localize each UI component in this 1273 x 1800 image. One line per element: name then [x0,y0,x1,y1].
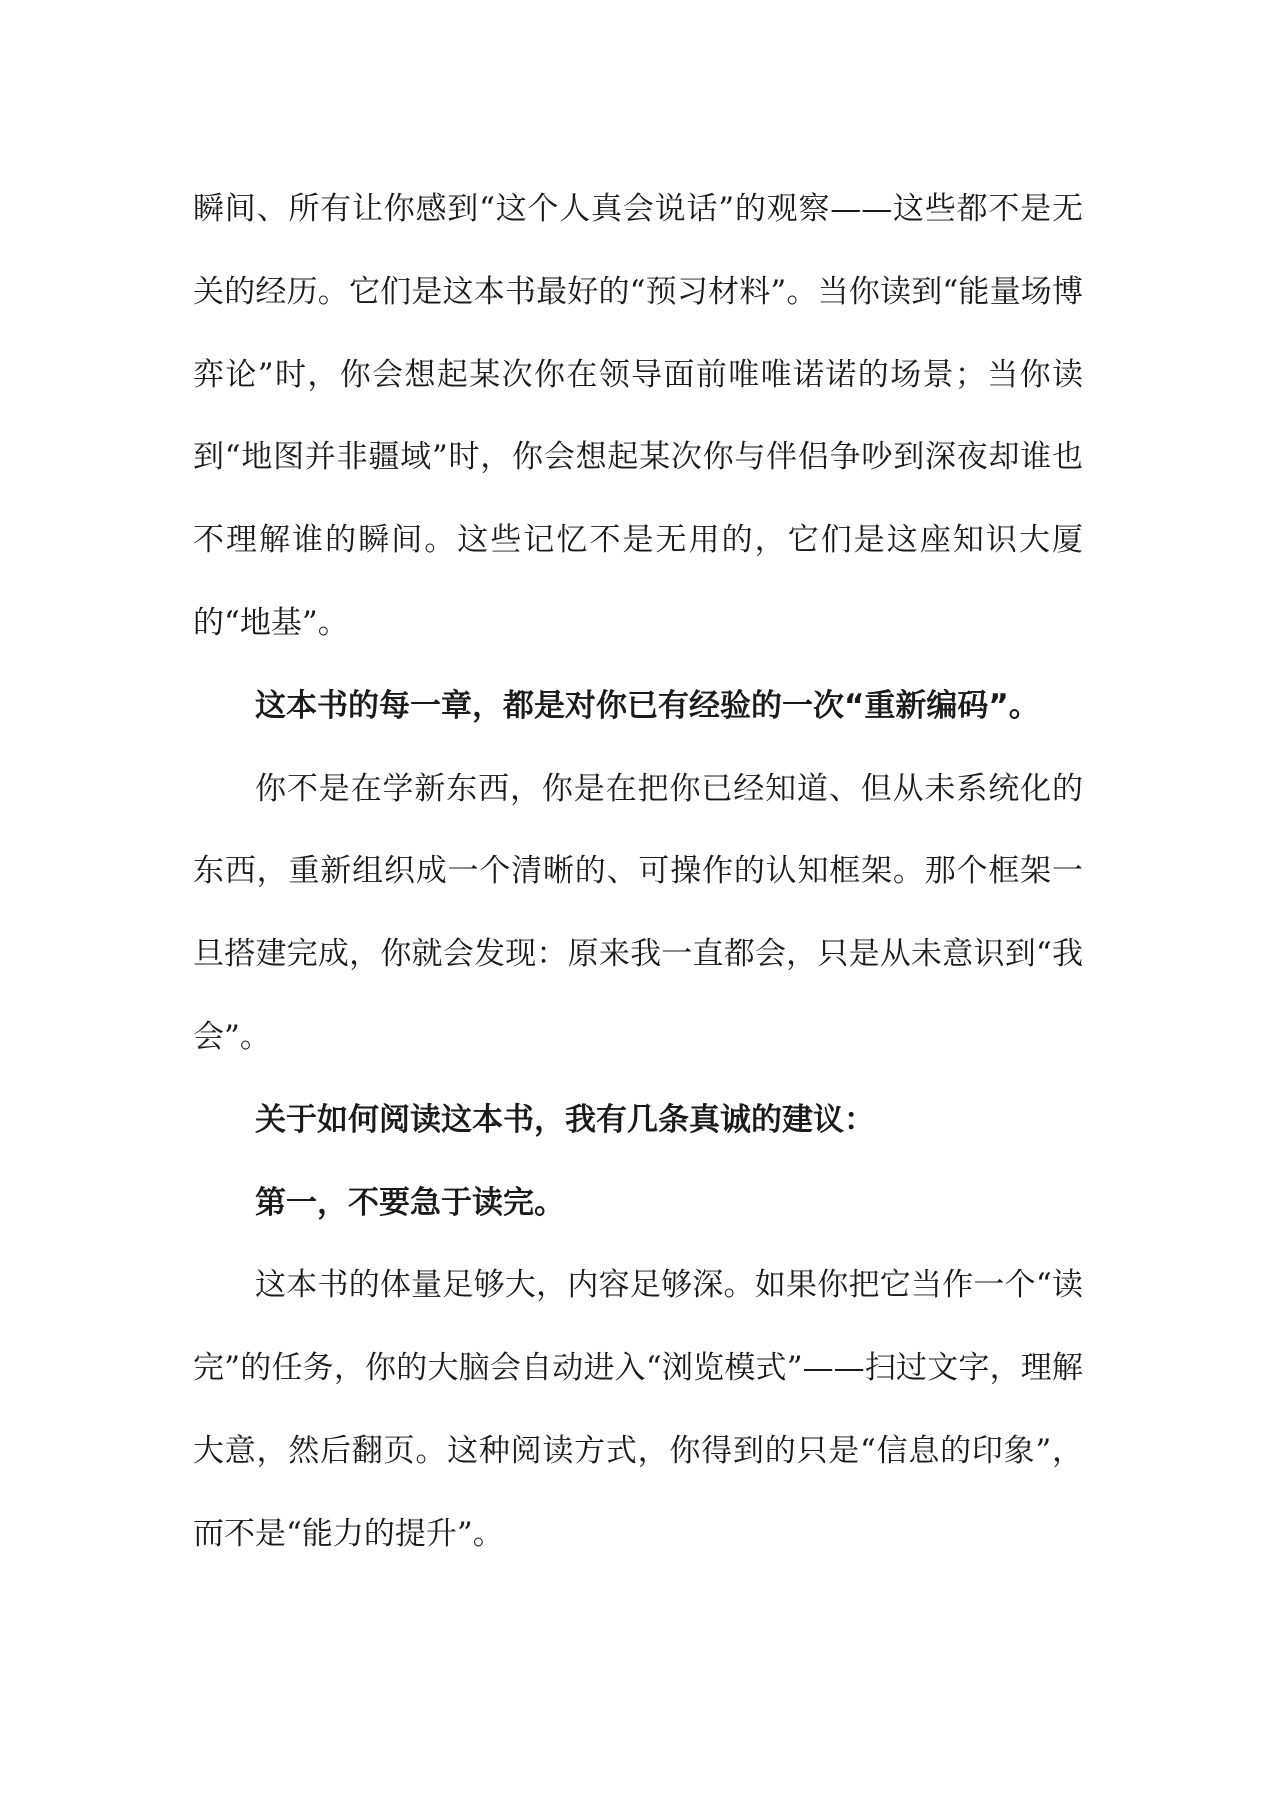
body-text [193,168,1083,1576]
paragraph-bold-first-advice: 第一，不要急于读完。 [255,1184,565,1221]
paragraph-bold-reencoding: 这本书的每一章，都是对你已有经验的一次“重新编码”。 [255,687,1040,724]
paragraph-bold-advice-intro: 关于如何阅读这本书，我有几条真诚的建议： [255,1101,875,1138]
paragraph-continuation: 瞬间、所有让你感到“这个人真会说话”的观察——这些都不是无关的经历。它们是这本书最好的“预习材料”。当你读到“能量场博弈论”时，你会想起某次你在领导面前唯唯诺诺的场景；当你读到“地图并非疆域”时，你会想起某次你与伴侣争吵到深夜却谁也不理解谁的瞬间。这些记忆不是无用的，它们是这座知识大厦的“地基”。 [193,191,1083,641]
paragraph-reading-mode: 这本书的体量足够大，内容足够深。如果你把它当作一个“读完”的任务，你的大脑会自动进入“浏览模式”——扫过文字，理解大意，然后翻页。这种阅读方式，你得到的只是“信息的印象”，而不是“能力的提升”。 [193,1267,1083,1552]
paragraph-framework: 你不是在学新东西，你是在把你已经知道、但从未系统化的东西，重新组织成一个清晰的、可操作的认知框架。那个框架一旦搭建完成，你就会发现：原来我一直都会，只是从未意识到“我会”。 [193,770,1083,1055]
